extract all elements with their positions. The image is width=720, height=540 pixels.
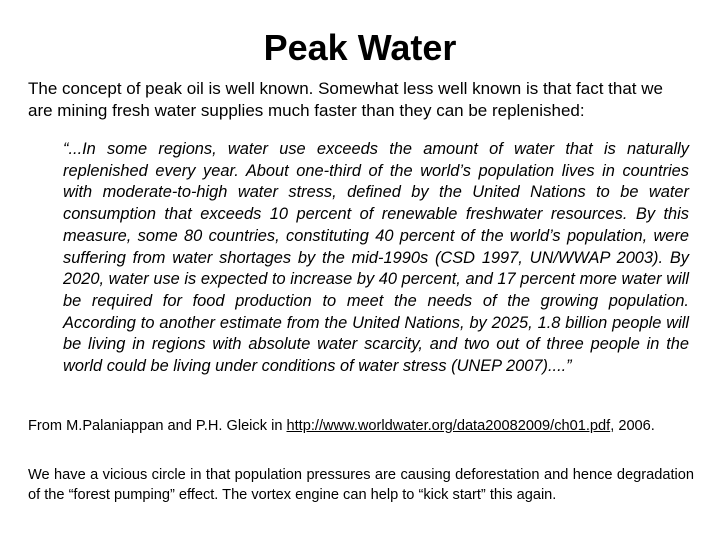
closing-paragraph: We have a vicious circle in that population pressures are causing deforestation and hence degradation of the “forest pumping” effect. The vortex engine can help to “kick start” this again. xyxy=(28,467,694,503)
intro-paragraph: The concept of peak oil is well known. Somewhat less well known is that fact that we are mining fresh water supplies much faster than they can be replenished: xyxy=(28,79,663,120)
citation-prefix: From M.Palaniappan and P.H. Gleick in xyxy=(28,418,287,434)
page-title: Peak Water xyxy=(263,27,457,68)
quote-block: “...In some regions, water use exceeds the amount of water that is naturally replenished every year. About one-third of the world’s population lives in countries with moderate-to-high water stress, defined by the United Nations to be water consumption that exceeds 10 percent of renewable freshwater resources. By this measure, some 80 countries, constituting 40 percent of the world’s population, were suffering from water shortages by the mid-1990s (CSD 1997, UN/WWAP 2003). By 2020, water use is expected to increase by 40 percent, and 17 percent more water will be required for food production to meet the needs of the growing population. According to another estimate from the United Nations, by 2025, 1.8 billion people will be living in regions with absolute water scarcity, and two out of three people in the world could be living under conditions of water stress (UNEP 2007)....” xyxy=(63,140,689,376)
citation-suffix: , 2006. xyxy=(610,418,655,434)
source-link[interactable]: http://www.worldwater.org/data20082009/ch01.pdf xyxy=(286,418,611,434)
citation xyxy=(28,417,694,435)
